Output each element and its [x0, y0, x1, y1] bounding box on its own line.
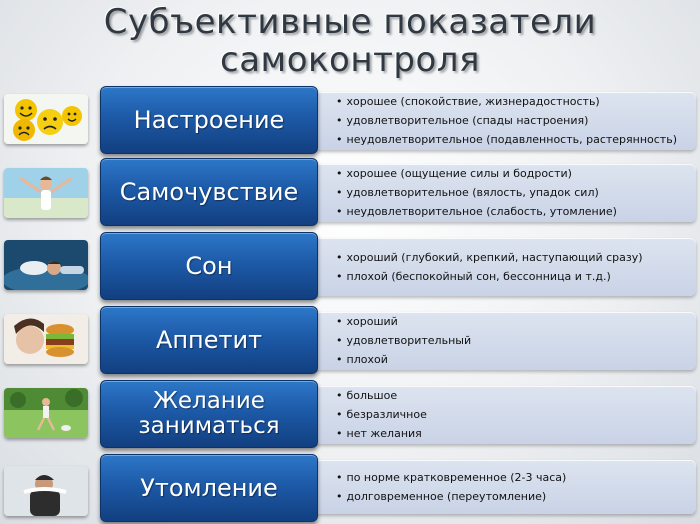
fatigue-description-list — [336, 468, 566, 506]
row-wellbeing — [0, 158, 700, 228]
category-sleep-button[interactable] — [100, 232, 318, 300]
category-appetite-button[interactable] — [100, 306, 318, 374]
list-item: • безразличное — [336, 405, 427, 424]
row-appetite — [0, 306, 700, 376]
appetite-description-list — [336, 312, 471, 369]
category-label: Утомление — [140, 474, 278, 502]
list-item: • большое — [336, 386, 427, 405]
list-item: • по норме кратковременное (2-3 часа) — [336, 468, 566, 487]
row-mood — [0, 86, 700, 156]
category-wellbeing-button[interactable] — [100, 158, 318, 226]
list-item: • плохой — [336, 350, 471, 369]
sleeping-person-icon — [4, 240, 88, 290]
running-woman-icon — [4, 388, 88, 438]
category-mood-button[interactable] — [100, 86, 318, 154]
list-item: • удовлетворительное (вялость, упадок сил) — [336, 183, 617, 202]
eating-burger-icon — [4, 314, 88, 364]
list-item: • хороший (глубокий, крепкий, наступающий сразу) — [336, 248, 643, 267]
title-line-1: Субъективные показатели — [103, 2, 597, 42]
category-fatigue-button[interactable] — [100, 454, 318, 522]
list-item: • плохой (беспокойный сон, бессонница и т.д.) — [336, 267, 643, 286]
list-item: • нет желания — [336, 424, 427, 443]
title-line-2: самоконтроля — [220, 40, 480, 80]
row-sleep — [0, 232, 700, 302]
list-item: • удовлетворительный — [336, 331, 471, 350]
row-desire-to-train — [0, 380, 700, 450]
list-item: • неудовлетворительное (слабость, утомление) — [336, 202, 617, 221]
list-item: • хорошее (ощущение силы и бодрости) — [336, 164, 617, 183]
happy-woman-icon — [4, 168, 88, 218]
wellbeing-description-list — [336, 164, 617, 221]
page-title — [0, 2, 700, 78]
list-item: • хорошее (спокойствие, жизнерадостность) — [336, 92, 677, 111]
category-label: Сон — [185, 252, 233, 280]
list-item: • неудовлетворительное (подавленность, растерянность) — [336, 130, 677, 149]
category-label: Самочувствие — [119, 178, 299, 206]
list-item: • долговременное (переутомление) — [336, 487, 566, 506]
category-label-line-2: заниматься — [138, 413, 280, 439]
category-label: Настроение — [133, 106, 285, 134]
tired-athlete-icon — [4, 466, 88, 516]
category-label-line-1: Желание — [153, 388, 265, 414]
mood-description-list — [336, 92, 677, 149]
smiley-faces-icon — [4, 94, 88, 144]
list-item: • хороший — [336, 312, 471, 331]
sleep-description-list — [336, 248, 643, 286]
desire-description-list — [336, 386, 427, 443]
category-label: Аппетит — [155, 326, 263, 354]
list-item: • удовлетворительное (спады настроения) — [336, 111, 677, 130]
category-desire-button[interactable] — [100, 380, 318, 448]
row-fatigue — [0, 454, 700, 524]
